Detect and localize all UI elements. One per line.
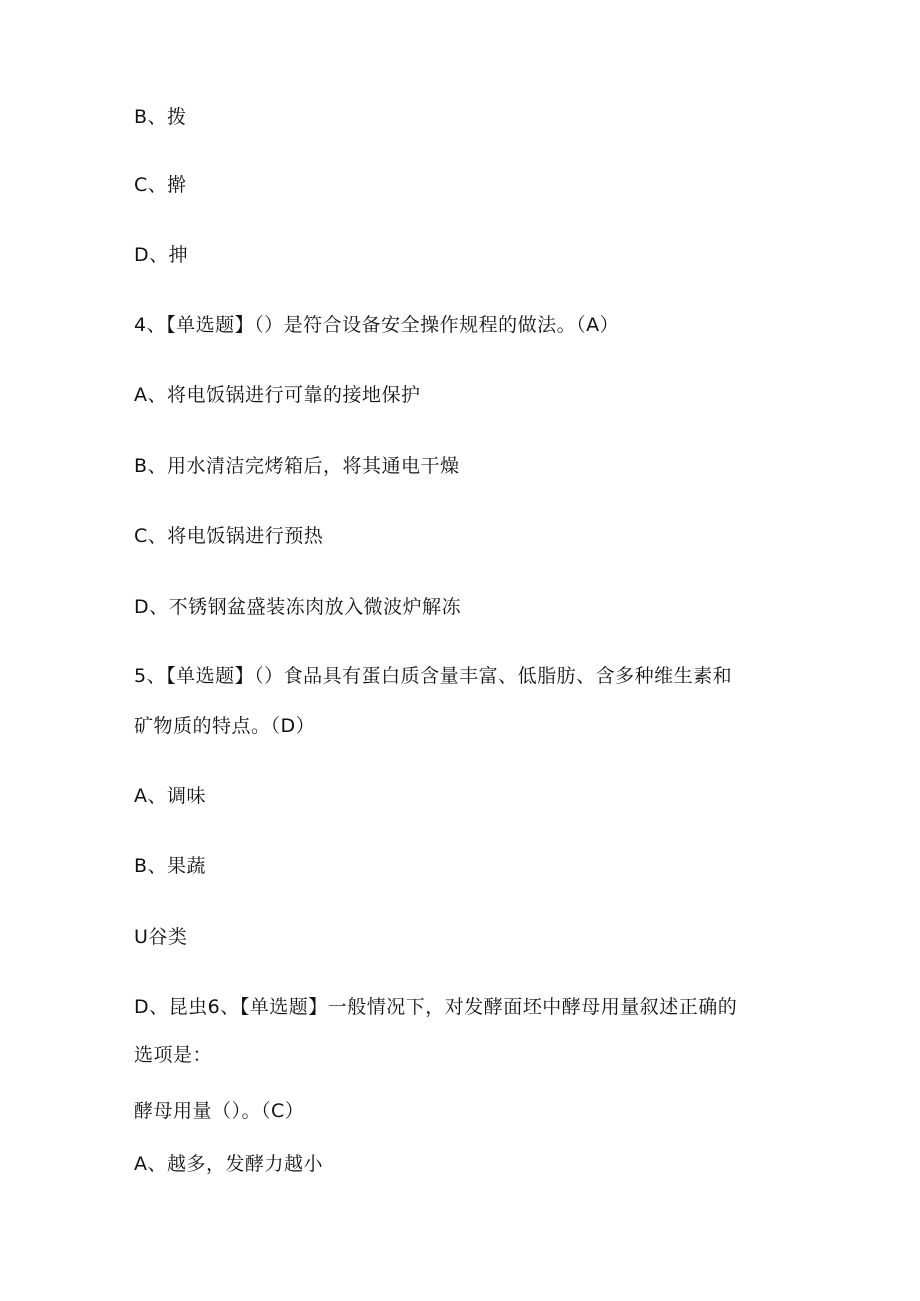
option-c-q5: U谷类 — [134, 926, 188, 948]
option-d-q5-question-6-line-1: D、昆虫6、【单选题】一般情况下，对发酵面坯中酵母用量叙述正确的 — [134, 996, 738, 1018]
option-a-q4: A、将电饭锅进行可靠的接地保护 — [134, 384, 421, 406]
option-b-q5: B、果蔬 — [134, 855, 207, 877]
option-c-q4: C、将电饭锅进行预热 — [134, 525, 324, 547]
question-6-line-2: 选项是： — [134, 1044, 213, 1066]
question-5-line-2: 矿物质的特点。（D） — [134, 715, 316, 737]
option-d-q3: D、抻 — [134, 244, 189, 266]
option-d-q4: D、不锈钢盆盛装冻肉放入微波炉解冻 — [134, 596, 462, 618]
option-a-q5: A、调味 — [134, 785, 206, 807]
option-a-q6: A、越多，发酵力越小 — [134, 1153, 323, 1175]
option-c-q3: C、擀 — [134, 174, 187, 196]
question-5-line-1: 5、【单选题】（）食品具有蛋白质含量丰富、低脂肪、含多种维生素和 — [134, 665, 733, 687]
question-6-line-3: 酵母用量（）。（C） — [134, 1100, 305, 1122]
option-b-q3: B、拨 — [134, 106, 187, 128]
option-b-q4: B、用水清洁完烤箱后，将其通电干燥 — [134, 455, 460, 477]
question-4: 4、【单选题】（）是符合设备安全操作规程的做法。（A） — [134, 314, 620, 336]
